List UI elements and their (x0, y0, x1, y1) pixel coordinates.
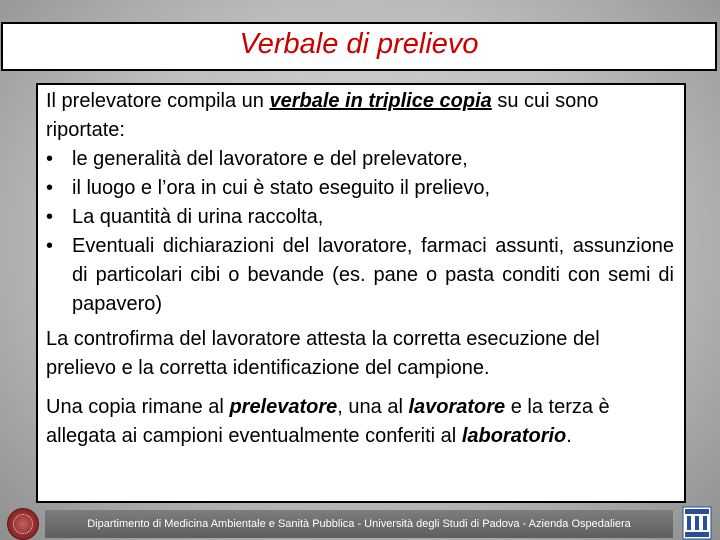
copies-em-laboratorio: laboratorio (461, 425, 567, 447)
footer (0, 506, 720, 540)
copies-part3: e la terza è allegata ai campioni eventualmente conferiti al (46, 396, 610, 447)
bullet-icon: • (46, 206, 54, 228)
copies-paragraph (46, 393, 674, 451)
list-item-text: La quantità di urina raccolta, (72, 206, 324, 228)
intro-emphasis: verbale in triplice copia (269, 90, 492, 112)
bullet-list (46, 145, 674, 319)
content-box (36, 83, 686, 503)
list-item (46, 145, 674, 174)
footer-bar (45, 510, 673, 538)
list-item (46, 174, 674, 203)
hospital-logo-icon (682, 506, 712, 540)
intro-after: su cui sono riportate: (46, 90, 599, 141)
footer-text: Dipartimento di Medicina Ambientale e Sanità Pubblica - Università degli Studi di Padova - Azienda Ospedaliera (87, 518, 631, 530)
list-item (46, 232, 674, 319)
intro-paragraph (46, 87, 674, 145)
bullet-icon: • (46, 235, 54, 257)
university-seal-icon (7, 508, 39, 540)
list-item-text: il luogo e l’ora in cui è stato eseguito il prelievo, (72, 177, 491, 199)
copies-part4: . (566, 425, 572, 447)
intro-before: Il prelevatore compila un (46, 90, 270, 112)
slide-title: Verbale di prelievo (239, 28, 479, 60)
copies-em-lavoratore: lavoratore (408, 396, 506, 418)
title-box (1, 22, 717, 71)
bullet-icon: • (46, 177, 54, 199)
countersign-paragraph: La controfirma del lavoratore attesta la corretta esecuzione del prelievo e la corretta identificazione del campione. (46, 328, 600, 379)
list-item (46, 203, 674, 232)
copies-part1: Una copia rimane al (46, 396, 230, 418)
copies-part2: , una al (337, 396, 409, 418)
list-item-text: le generalità del lavoratore e del prelevatore, (72, 148, 468, 170)
copies-em-prelevatore: prelevatore (229, 396, 338, 418)
bullet-icon: • (46, 148, 54, 170)
list-item-text: Eventuali dichiarazioni del lavoratore, farmaci assunti, assunzione di particolari cibi o bevande (es. pane o pasta conditi con semi di papavero) (72, 235, 674, 315)
